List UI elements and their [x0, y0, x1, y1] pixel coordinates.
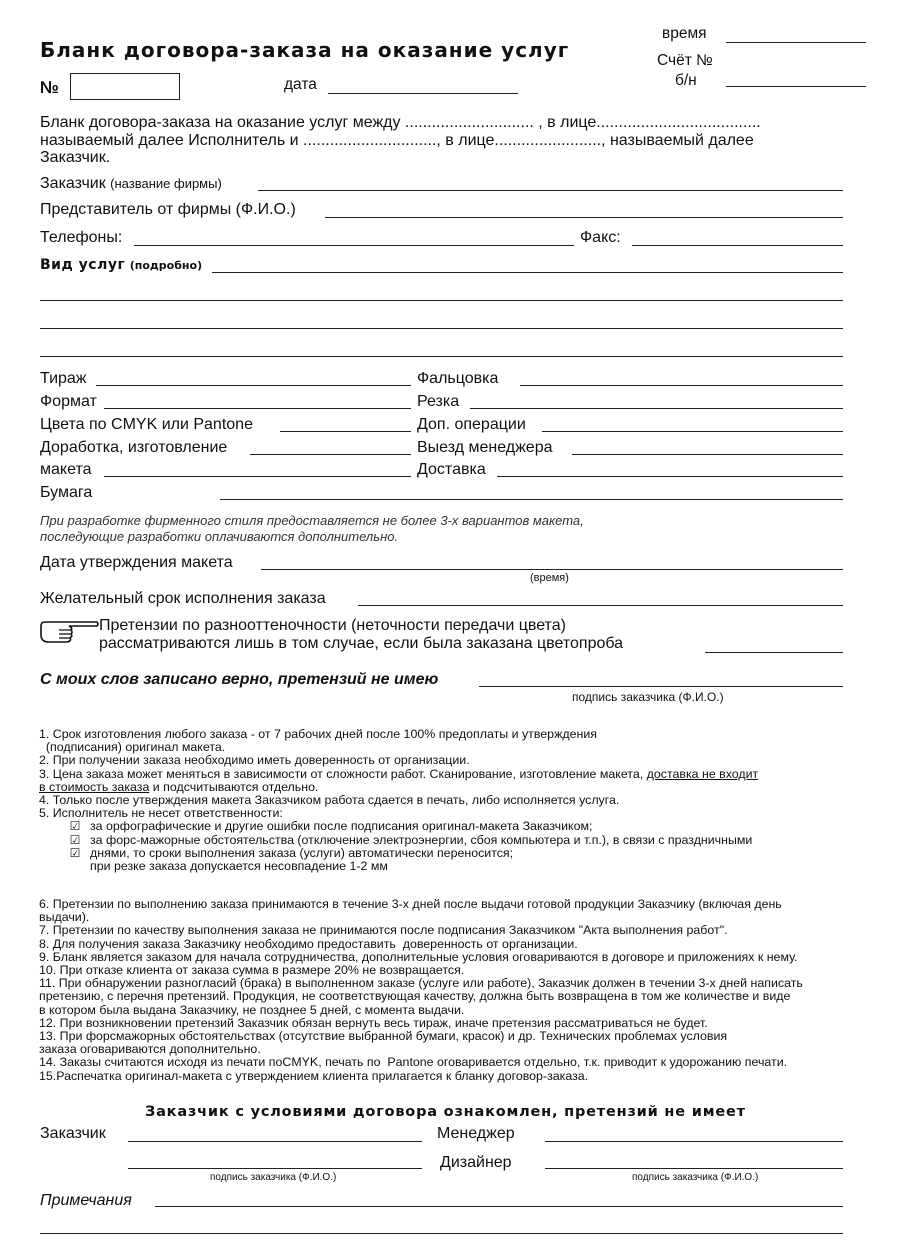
rework-field[interactable]	[250, 454, 411, 455]
notes-field-1[interactable]	[155, 1206, 843, 1207]
term-7: 7. Претензии по качеству выполнения заказа не принимаются после подписания Заказчиком "Акта выполнения работ".	[39, 923, 728, 938]
manager-visit-label: Выезд менеджера	[417, 439, 553, 456]
term-9: 9. Бланк является заказом для начала сотрудничества, дополнительные условия оговариваются в договоре и приложениях к нему.	[39, 949, 798, 964]
footer-manager-label: Менеджер	[437, 1125, 515, 1142]
folding-label: Фальцовка	[417, 370, 499, 387]
term-6b: выдачи).	[39, 910, 90, 925]
representative-field[interactable]	[325, 217, 843, 218]
term-6a: 6. Претензии по выполнению заказа принимаются в течение 3-х дней после выдачи готовой продукции Заказчику (включая день	[39, 897, 782, 911]
confirm-signature-hint: подпись заказчика (Ф.И.О.)	[572, 690, 724, 704]
footer-designer-label: Дизайнер	[440, 1154, 512, 1171]
fax-field[interactable]	[632, 245, 843, 246]
extra-ops-label: Доп. операции	[417, 416, 526, 433]
services-field-2[interactable]	[40, 300, 843, 301]
extra-ops-field[interactable]	[542, 431, 843, 432]
pointing-hand-icon	[39, 617, 99, 645]
term-8: 8. Для получения заказа Заказчику необходимо предоставить доверенность от организации.	[39, 936, 578, 951]
time-field[interactable]	[726, 42, 866, 43]
term-5c: ☑ днями, то сроки выполнения заказа (услуги) автоматически переносится;	[69, 845, 514, 860]
approval-date-field[interactable]	[261, 569, 843, 570]
term-5d: при резке заказа допускается несовпадение 1-2 мм	[90, 859, 388, 874]
checkmark-icon: ☑	[69, 819, 81, 834]
terms-list-2	[39, 898, 839, 1083]
folding-field[interactable]	[520, 385, 843, 386]
invoice-field[interactable]	[726, 86, 866, 87]
phones-label: Телефоны:	[40, 229, 123, 246]
services-label: Вид услуг (подробно)	[40, 257, 203, 273]
term-3b: в стоимость заказа и подсчитываются отдельно.	[39, 779, 319, 794]
manager-visit-field[interactable]	[572, 454, 843, 455]
cutting-field[interactable]	[470, 408, 843, 409]
invoice-label: Счёт №	[657, 52, 713, 69]
checkmark-icon: ☑	[69, 845, 81, 860]
footer-manager-field[interactable]	[545, 1141, 843, 1142]
term-15: 15.Распечатка оригинал-макета с утверждением клиента прилагается к бланку договор-заказа.	[39, 1068, 589, 1083]
invoice-sub-label: б/н	[675, 72, 697, 89]
color-proof-field[interactable]	[705, 652, 843, 653]
intro-line-2: называемый далее Исполнитель и .............................., в лице........................, называемый далее	[40, 132, 754, 149]
page-title: Бланк договора-заказа на оказание услуг	[40, 38, 570, 62]
term-2: 2. При получении заказа необходимо иметь доверенность от организации.	[39, 753, 470, 768]
time-hint: (время)	[530, 572, 569, 584]
term-13a: 13. При форсмажорных обстоятельствах (отсутствие выбранной бумаги, красок) и др. Технических проблемах условия	[39, 1029, 728, 1044]
customer-label: Заказчик (название фирмы)	[40, 175, 222, 192]
paper-field[interactable]	[220, 499, 843, 500]
term-11c: в котором была выдана Заказчику, не позднее 5 дней, с момента выдачи.	[39, 1002, 465, 1017]
services-field-4[interactable]	[40, 356, 843, 357]
term-1b: (подписания) оригинал макета.	[39, 740, 226, 755]
footer-sig-hint-right: подпись заказчика (Ф.И.О.)	[632, 1172, 759, 1183]
rework-label-1: Доработка, изготовление	[40, 439, 228, 456]
term-13b: заказа оговариваются дополнительно.	[39, 1042, 261, 1057]
deadline-label: Желательный срок исполнения заказа	[40, 590, 326, 607]
footer-heading: Заказчик с условиями договора ознакомлен, претензий не имеет	[145, 1104, 746, 1120]
term-5a: ☑ за орфографические и другие ошибки после подписания оригинал-макета Заказчиком;	[69, 819, 593, 834]
print-run-label: Тираж	[40, 370, 87, 387]
paper-label: Бумага	[40, 484, 93, 501]
confirm-text: С моих слов записано верно, претензий не имею	[40, 671, 439, 688]
footer-customer-field[interactable]	[128, 1141, 422, 1142]
fax-label: Факс:	[580, 229, 621, 246]
confirm-signature-field[interactable]	[479, 686, 843, 687]
intro-line-3: Заказчик.	[40, 149, 111, 166]
delivery-field[interactable]	[497, 476, 843, 477]
customer-field[interactable]	[258, 190, 843, 191]
date-label: дата	[284, 76, 317, 93]
format-field[interactable]	[104, 408, 411, 409]
term-5b: ☑ за форс-мажорные обстоятельства (отключение электроэнергии, сбоя компьютера и т.п.), в связи с праздничными	[69, 832, 753, 847]
claims-line-1: Претензии по разнооттеночности (неточности передачи цвета)	[99, 617, 566, 634]
term-4: 4. Только после утверждения макета Заказчиком работа сдается в печать, либо исполняется услуга.	[39, 793, 620, 808]
approval-date-label: Дата утверждения макета	[40, 554, 233, 571]
term-3a: 3. Цена заказа может меняться в зависимости от сложности работ. Сканирование, изготовление макета, доставка не входит	[39, 766, 759, 781]
cutting-label: Резка	[417, 393, 460, 410]
footer-sig-hint-left: подпись заказчика (Ф.И.О.)	[210, 1172, 337, 1183]
term-14: 14. Заказы считаются исходя из печати поCMYK, печать по Pantone оговаривается отдельно, т.к. приводит к удорожанию печати.	[39, 1055, 788, 1070]
style-note-1: При разработке фирменного стиля предоставляется не более 3-х вариантов макета,	[40, 513, 584, 528]
delivery-label: Доставка	[417, 461, 486, 478]
date-field[interactable]	[328, 93, 518, 94]
term-11b: претензию, с перечня претензий. Продукция, не соответствующая качеству, должна быть возвращена в том же количестве и виде	[39, 989, 791, 1004]
print-run-field[interactable]	[96, 385, 411, 386]
services-field-3[interactable]	[40, 328, 843, 329]
rework-label-2: макета	[40, 461, 92, 478]
number-box[interactable]	[70, 73, 180, 100]
term-11a: 11. При обнаружении разногласий (брака) в выполненном заказе (услуге или работе), Заказчик должен в течении 3-х дней написать	[39, 976, 803, 991]
term-10: 10. При отказе клиента от заказа сумма в размере 20% не возвращается.	[39, 963, 465, 978]
intro-line-1: Бланк договора-заказа на оказание услуг между ............................. , в лице.....................................	[40, 114, 761, 131]
notes-label: Примечания	[40, 1192, 132, 1209]
checkmark-icon: ☑	[69, 832, 81, 847]
colors-label: Цвета по CMYK или Pantone	[40, 416, 253, 433]
term-1a: 1. Срок изготовления любого заказа - от 7 рабочих дней после 100% предоплаты и утверждения	[39, 727, 597, 741]
footer-customer-label: Заказчик	[40, 1125, 106, 1142]
phones-field[interactable]	[134, 245, 574, 246]
time-label: время	[662, 25, 707, 42]
style-note-2: последующие разработки оплачиваются дополнительно.	[40, 529, 399, 544]
notes-field-2[interactable]	[40, 1233, 843, 1234]
footer-customer-signature-field[interactable]	[128, 1168, 422, 1169]
colors-field[interactable]	[280, 431, 411, 432]
representative-label: Представитель от фирмы (Ф.И.О.)	[40, 201, 296, 218]
layout-field[interactable]	[104, 476, 411, 477]
format-label: Формат	[40, 393, 97, 410]
term-5: 5. Исполнитель не несет ответственности:	[39, 806, 283, 821]
number-label: №	[40, 78, 59, 97]
terms-list	[39, 728, 839, 873]
term-12: 12. При возникновении претензий Заказчик обязан вернуть весь тираж, иначе претензия рассматриваться не будет.	[39, 1015, 708, 1030]
footer-designer-field[interactable]	[545, 1168, 843, 1169]
services-field-1[interactable]	[212, 272, 843, 273]
deadline-field[interactable]	[358, 605, 843, 606]
claims-line-2: рассматриваются лишь в том случае, если была заказана цветопроба	[99, 635, 624, 652]
